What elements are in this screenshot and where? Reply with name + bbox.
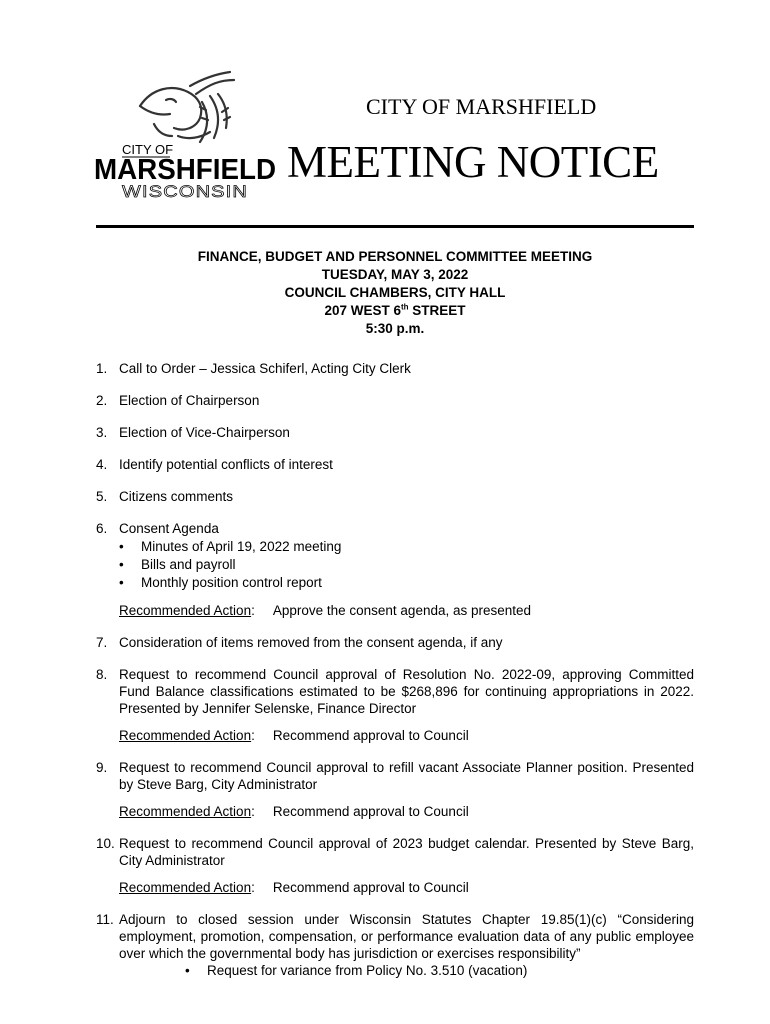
meeting-location: COUNCIL CHAMBERS, CITY HALL <box>284 285 506 300</box>
recommended-action: Recommended Action: Recommend approval to Council <box>119 880 469 895</box>
recommended-action: Recommended Action: Recommend approval to Council <box>119 728 469 743</box>
agenda-item <box>96 456 694 473</box>
closed-session-bullet-list <box>119 962 694 979</box>
agenda-list <box>96 360 694 994</box>
consent-bullet-list <box>119 538 694 592</box>
agenda-item-number: 5. <box>96 489 108 504</box>
city-logo <box>92 66 282 200</box>
notice-title: MEETING NOTICE <box>287 137 659 187</box>
recommended-action-value: Recommend approval to Council <box>272 728 469 743</box>
bird-wheat-emblem <box>140 72 234 142</box>
agenda-item <box>96 666 694 744</box>
agenda-item-text: Citizens comments <box>119 489 234 504</box>
agenda-item-text: Consideration of items removed from the consent agenda, if any <box>119 635 503 650</box>
recommended-action: Recommended Action: Recommend approval to Council <box>119 804 469 819</box>
agenda-item <box>96 634 694 651</box>
agenda-item <box>96 360 694 377</box>
agenda-item-number: 6. <box>96 521 108 536</box>
bullet-icon: • <box>119 557 124 572</box>
agenda-item-text: Call to Order – Jessica Schiferl, Acting City Clerk <box>119 361 411 376</box>
logo-city-of: CITY OF <box>122 142 174 157</box>
agenda-item-number: 1. <box>96 361 108 376</box>
logo-wisconsin: WISCONSIN <box>122 182 248 200</box>
agenda-item-text: Request to recommend Council approval of Resolution No. 2022-09, approving Committed Fund Balance classifications estimated to be $268,896 for continuing appropriations in 2022. Presented by Jennifer Selenske, Finance Director <box>119 667 694 716</box>
agenda-item-number: 8. <box>96 667 108 682</box>
agenda-item-text: Request to recommend Council approval of 2023 budget calendar. Presented by Steve Barg, City Administrator <box>119 836 694 868</box>
agenda-item-text: Election of Chairperson <box>119 393 260 408</box>
consent-bullet-item <box>119 574 694 592</box>
agenda-item-text: Consent Agenda <box>119 521 219 536</box>
agenda-item-text: Identify potential conflicts of interest <box>119 457 333 472</box>
agenda-item-number: 11. <box>96 912 114 927</box>
meeting-date: TUESDAY, MAY 3, 2022 <box>321 267 469 282</box>
meeting-time: 5:30 p.m. <box>365 321 425 336</box>
recommended-action-label: Recommended Action <box>119 804 252 819</box>
agenda-item-number: 7. <box>96 635 108 650</box>
recommended-action-value: Recommend approval to Council <box>272 804 469 819</box>
committee-name: FINANCE, BUDGET AND PERSONNEL COMMITTEE MEETING <box>197 249 593 264</box>
bullet-icon: • <box>185 963 190 978</box>
agenda-item-text: Election of Vice-Chairperson <box>119 425 290 440</box>
recommended-action-label: Recommended Action <box>119 728 252 743</box>
agenda-item-number: 4. <box>96 457 108 472</box>
header-divider <box>96 225 694 228</box>
meeting-address: 207 WEST 6th STREET <box>324 302 466 318</box>
bullet-icon: • <box>119 539 124 554</box>
agenda-item <box>96 488 694 505</box>
logo-marshfield: MARSHFIELD <box>94 154 276 186</box>
agenda-item <box>96 520 694 619</box>
agenda-item-number: 3. <box>96 425 108 440</box>
agenda-item <box>96 759 694 820</box>
agenda-item-text: Request to recommend Council approval to refill vacant Associate Planner position. Presented by Steve Barg, City Administrator <box>119 760 694 792</box>
closed-session-bullet-item <box>185 962 694 979</box>
agenda-item <box>96 424 694 441</box>
agenda-item <box>96 835 694 896</box>
consent-bullet-item <box>119 538 694 556</box>
agenda-item-text: Adjourn to closed session under Wisconsin Statutes Chapter 19.85(1)(c) “Considering employment, promotion, compensation, or performance evaluation data of any public employee over which the governmental body has jurisdiction or exercises responsibility” <box>119 912 694 961</box>
meeting-header <box>96 248 694 338</box>
closed-session-bullet-text: Request for variance from Policy No. 3.510 (vacation) <box>207 963 528 978</box>
consent-bullet-text: Bills and payroll <box>141 557 236 572</box>
agenda-item <box>96 911 694 979</box>
recommended-action-label: Recommended Action <box>119 603 252 618</box>
consent-bullet-text: Minutes of April 19, 2022 meeting <box>141 539 342 554</box>
agenda-item-number: 2. <box>96 393 108 408</box>
recommended-action-label: Recommended Action <box>119 880 252 895</box>
recommended-action-value: Recommend approval to Council <box>272 880 469 895</box>
city-name: CITY OF MARSHFIELD <box>366 94 597 119</box>
recommended-action: Recommended Action: Approve the consent agenda, as presented <box>119 603 532 618</box>
recommended-action-value: Approve the consent agenda, as presented <box>272 603 532 618</box>
agenda-item <box>96 392 694 409</box>
agenda-item-number: 9. <box>96 760 108 775</box>
consent-bullet-item <box>119 556 694 574</box>
consent-bullet-text: Monthly position control report <box>141 575 322 590</box>
agenda-item-number: 10. <box>96 836 115 851</box>
bullet-icon: • <box>119 575 124 590</box>
